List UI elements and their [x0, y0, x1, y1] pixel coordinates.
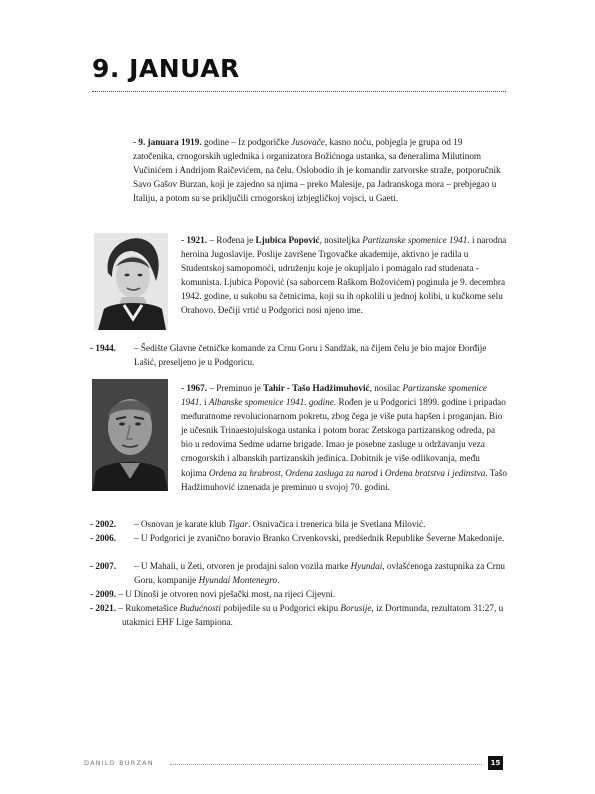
entry-text: – Rođena je	[207, 235, 256, 245]
portrait-image	[92, 379, 168, 491]
portrait-photo-hadzimuhovic	[92, 379, 168, 491]
entry-text: – Preminuo je	[207, 383, 264, 393]
entry-1944	[90, 341, 510, 371]
entry-text-group	[90, 587, 510, 601]
entry-2006	[90, 531, 510, 559]
entry-year: - 1944.	[90, 343, 117, 353]
entry-text: , nositeljka	[319, 235, 363, 245]
entry-text-italic: Partizanske spomenice 1941.	[362, 235, 470, 245]
entry-year: - 1967.	[181, 383, 208, 393]
entry-text: – U Podgorici je zvanično boravio Branko Crvenkovski, predśednik Republike Śeverne Makedonije.	[134, 533, 505, 543]
entry-text-italic: Albanske spomenice 1941. godine.	[208, 397, 337, 408]
entry-text: – Rukometašice	[116, 603, 180, 613]
entry-2021	[90, 601, 510, 629]
portrait-photo-popovic	[94, 233, 168, 330]
entry-person-name: Ljubica Popović	[255, 235, 320, 245]
entry-text: , iz Dortmunda, rezultatom 31:27, u utakmici EHF Lige šampiona.	[122, 603, 504, 627]
entry-text: . Osnivačica i trenerica bila je Svetlana Milović.	[248, 519, 426, 529]
footer-author: DANILO BURZAN	[84, 759, 154, 767]
page-title: 9. JANUAR	[92, 54, 240, 83]
entry-text: godine – Iz podgoričke	[201, 137, 292, 147]
entry-text: Tašo Hadžimuhović iznenada je preminuo u svojoj 70. godini.	[181, 467, 507, 492]
entry-text-italic: Partizanske spomenice 1941.	[181, 383, 488, 408]
entry-text-italic: Tigar	[228, 519, 249, 529]
entry-text: , nosilac	[369, 383, 403, 393]
entry-text: Rođen je u Podgorici 1899. godine i pripadao međuratnome revolucionarnom pokretu, zbog čega je više puta hapšen i proganjan. Bio je učesnik Trinaestojulskoga ustanka i potom borac Zetskoga partizanskog odreda, pa bio u redovima Sedme udarne brigade. Imao je posebne zasluge u održavanju veza crnogorskih i albanskih partizanskih jedinica. Dobitnik je više odlikovanja, među kojima	[181, 397, 506, 478]
entry-text: pobijedile su u Podgorici ekipu	[220, 603, 341, 613]
entry-2002	[90, 517, 510, 531]
entry-text: – U Dinoši je otvoren novi pješački most, na rijeci Cijevni.	[116, 589, 336, 599]
entry-text: – U Mahali, u Zeti, otvoren je prodajni salon vozila marke	[134, 561, 351, 571]
entry-text: i narodna heroina Jugoslavije. Poslije završene Trgovačke akademije, aktivno je radila u Studentskoj samopomoći, udruženju koje je okupljalo i pomagalo rad studenata - komunista. Ljubica Popović (sa saborcem Raškom Božovićem) poginula je 9. decembra 1942. godine, u sukobu sa četnicima, koji su ih opkolili u jednoj kolibi, u kučkome selu Orahovo. Đečiji vrtić u Podgorici nosi njeno ime.	[181, 235, 507, 316]
entry-year: - 2007.	[90, 561, 117, 571]
entry-text-italic: Ordena bratstva i jedinstva.	[384, 467, 488, 478]
entry-text: – Osnovan je karate klub	[134, 519, 229, 529]
entry-text-group	[90, 601, 510, 629]
entry-text-italic: Ordena za hrabrost, Ordena zasluga za narod	[208, 467, 378, 478]
entry-text-italic: Borusije	[340, 603, 372, 613]
entry-year: - 2021.	[90, 603, 117, 613]
portrait-image	[94, 233, 168, 330]
entry-person-name: Tahir - Tašo Hadžimuhović	[263, 383, 370, 393]
entry-text: – Šedište Glavne četničke komande za Crnu Goru i Sandžak, na čijem čelu je bio major Đorđije Lašić, preseljeno je u Podgoricu.	[134, 343, 487, 367]
entry-text-italic: Jusovače,	[291, 137, 328, 147]
entry-1921	[181, 233, 507, 318]
entry-year: - 1921.	[181, 235, 208, 245]
page-number: 15	[488, 756, 503, 770]
entry-text: .	[277, 575, 280, 585]
entry-text: i	[201, 397, 209, 408]
entry-year: - 2002.	[90, 519, 117, 529]
entry-text-italic: Budućnosti	[179, 603, 221, 613]
entry-text-italic: Hyundai	[350, 561, 383, 571]
entry-1919	[133, 135, 505, 205]
entry-year: - 2006.	[90, 533, 117, 543]
entry-text: , ovlašćenoga zastupnika za Crnu Goru, kompanije	[134, 561, 505, 585]
entry-text-italic: Hyundai Montenegro	[198, 575, 278, 585]
entry-text-group	[134, 517, 510, 531]
entry-year: - 2009.	[90, 589, 117, 599]
entry-1967	[181, 381, 507, 494]
entry-text: i	[377, 467, 385, 478]
entry-text: kasno noću, pobjegla je grupa od 19 zatočenika, crnogorskih uglednika i organizatora Božićnoga ustanka, sa đeneralima Milutinom Vučinićem i Andrijom Raičevićem, na čelu. Oslobodio ih je komandir zatvorske straže, potporučnik Savo Gašov Burzan, koji je zajedno sa njima – preko Malesije, pa Jadranskoga mora – prebjegao u Italiju, a potom su se priključili crnogorskoj izbjegličkoj vojsci, u Gaeti.	[133, 137, 501, 204]
entry-2007	[90, 559, 510, 587]
entry-text-group	[134, 559, 510, 587]
footer-divider	[170, 764, 482, 765]
entry-year: - 9. januara 1919.	[133, 137, 202, 147]
entry-2009	[90, 587, 510, 601]
title-divider	[92, 91, 506, 92]
